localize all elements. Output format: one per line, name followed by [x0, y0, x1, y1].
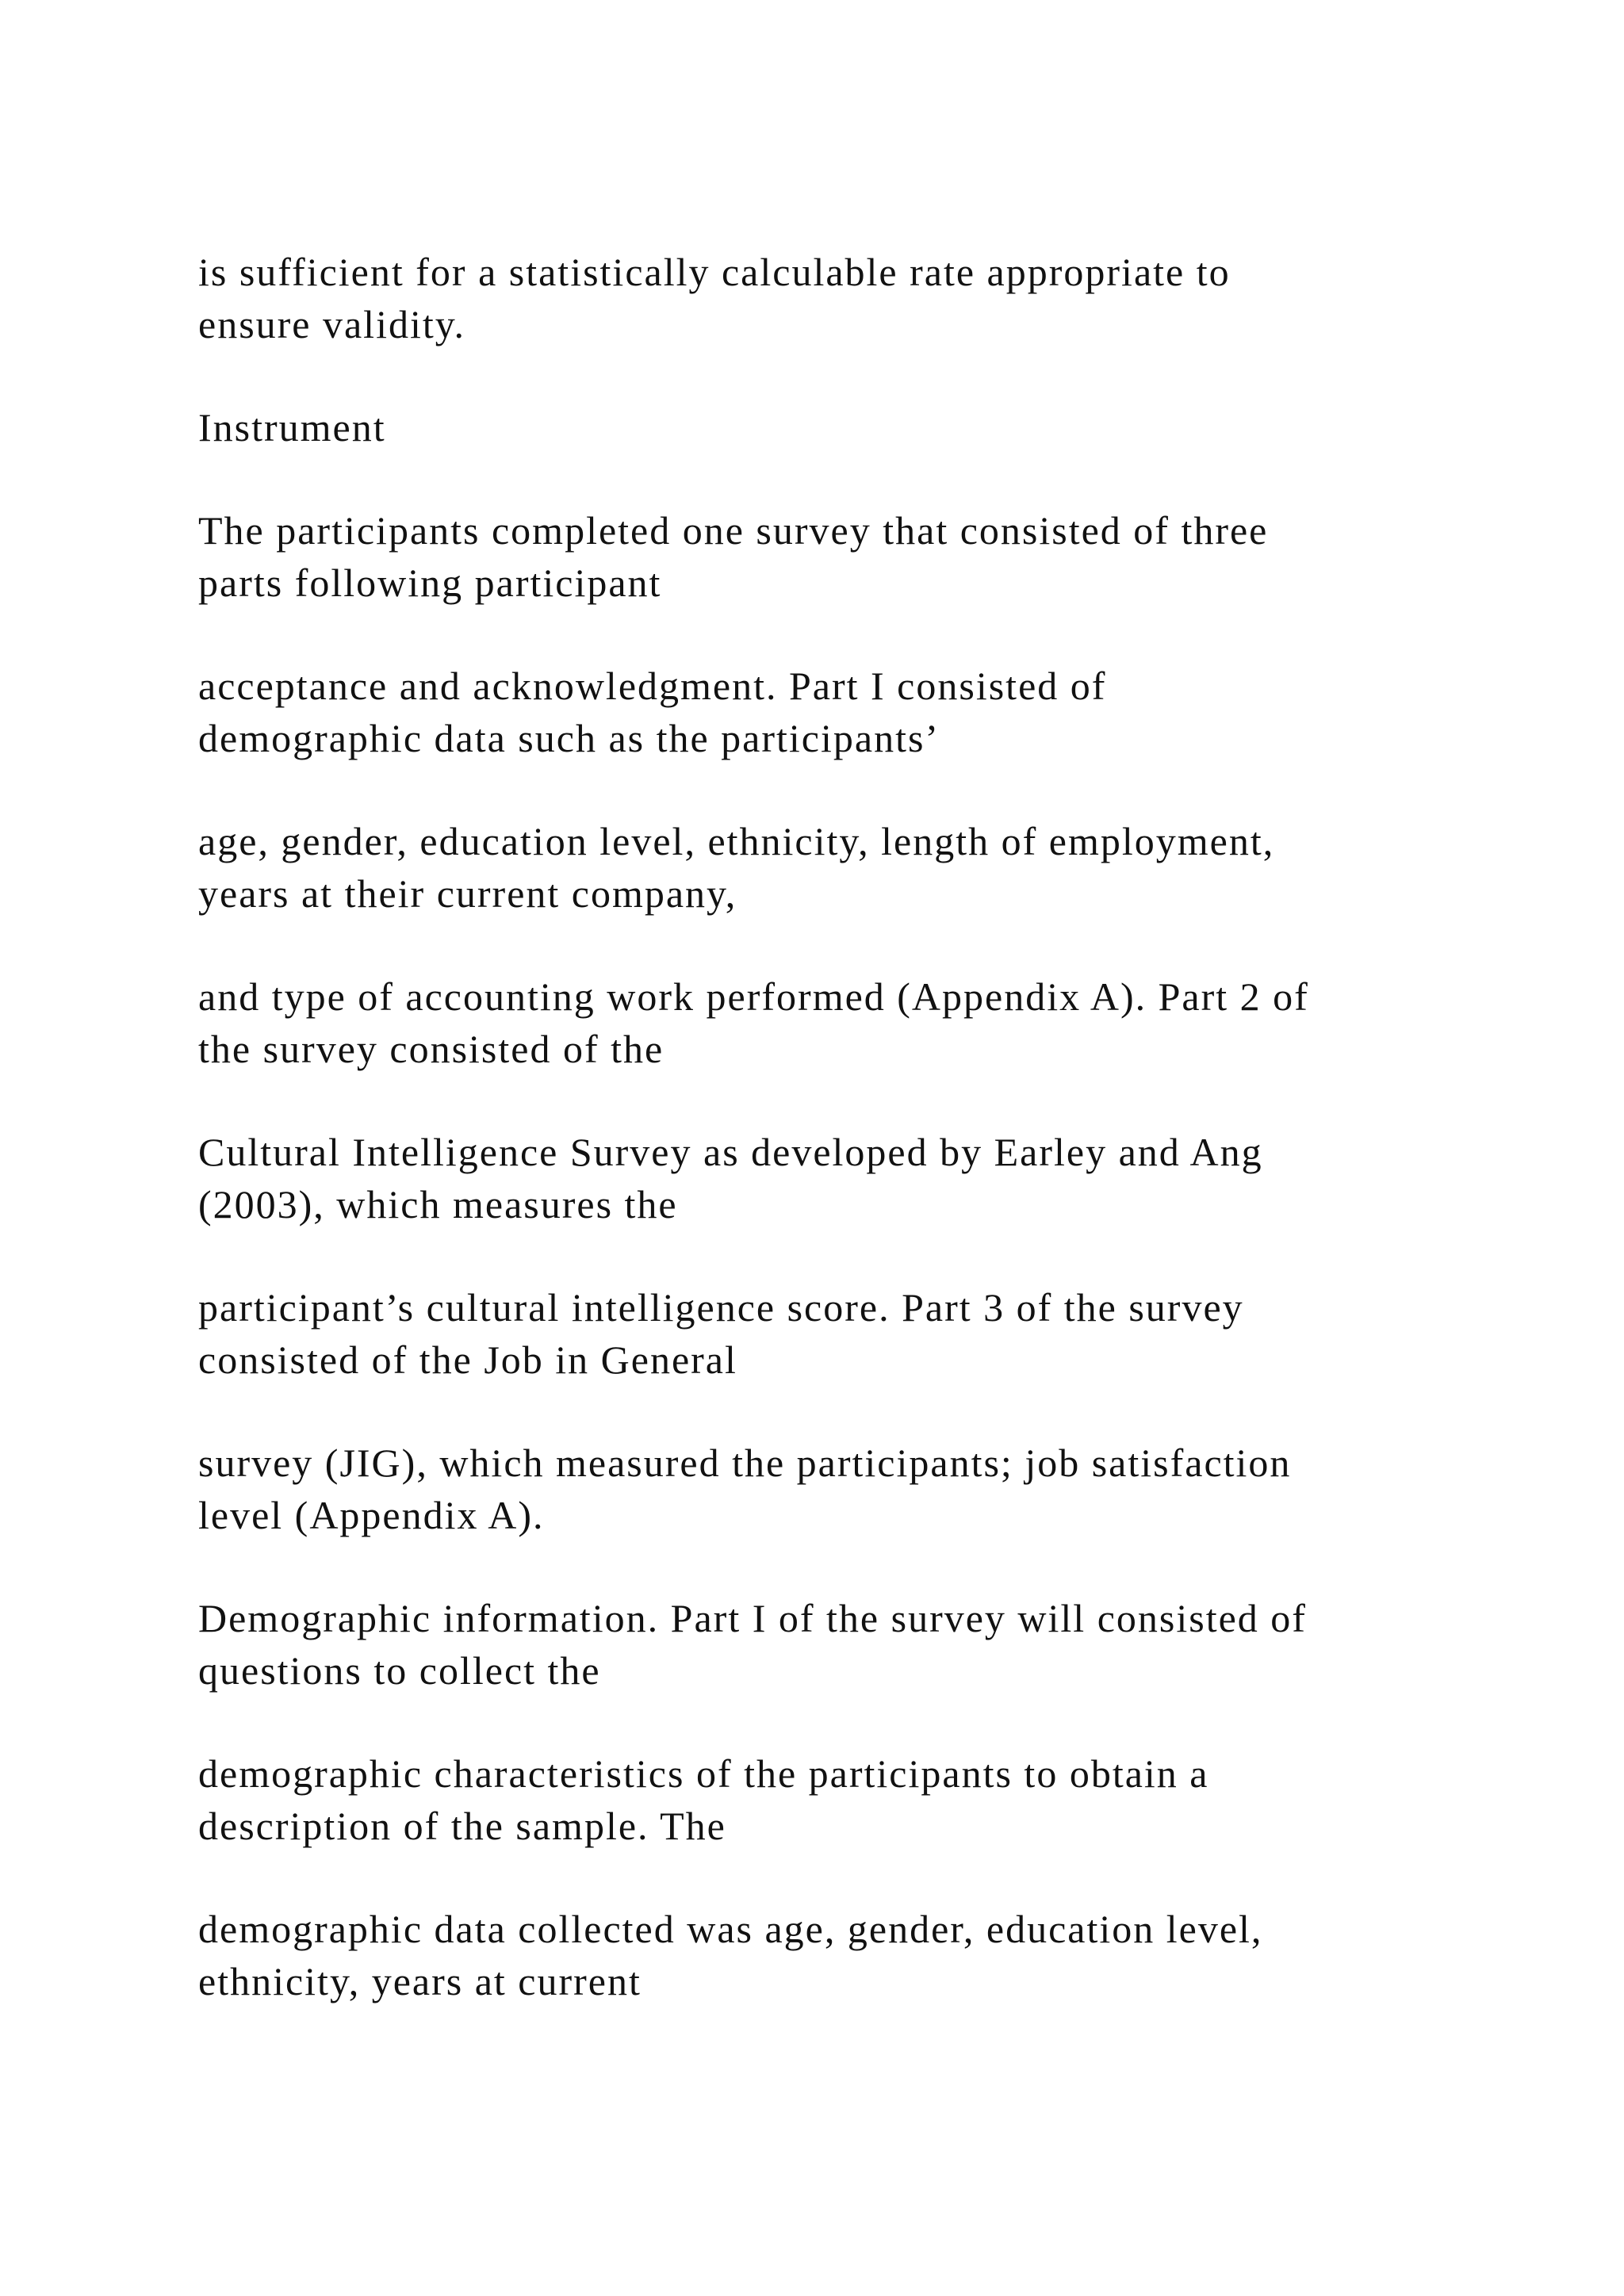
text-line: (2003), which measures the — [198, 1182, 678, 1226]
text-line: Cultural Intelligence Survey as developed by Earley and Ang — [198, 1130, 1263, 1174]
text-line: ensure validity. — [198, 302, 466, 346]
text-line: and type of accounting work performed (Appendix A). Part 2 of — [198, 974, 1309, 1019]
text-line: demographic characteristics of the participants to obtain a — [198, 1751, 1209, 1796]
text-line: is sufficient for a statistically calculable rate appropriate to — [198, 250, 1231, 294]
document-body — [198, 246, 1546, 2058]
text-line: parts following participant — [198, 561, 662, 605]
paragraph — [198, 1747, 1546, 1852]
section-heading — [198, 401, 1546, 453]
paragraph — [198, 1281, 1546, 1386]
text-line: demographic data collected was age, gender, education level, — [198, 1907, 1263, 1951]
text-line: age, gender, education level, ethnicity, length of employment, — [198, 819, 1275, 863]
text-line: ethnicity, years at current — [198, 1959, 642, 2003]
paragraph — [198, 1437, 1546, 1541]
paragraph — [198, 970, 1546, 1075]
text-line: acceptance and acknowledgment. Part I consisted of — [198, 664, 1107, 708]
text-line: the survey consisted of the — [198, 1027, 665, 1071]
paragraph — [198, 1592, 1546, 1697]
paragraph — [198, 660, 1546, 764]
text-line: The participants completed one survey that consisted of three — [198, 508, 1269, 553]
paragraph — [198, 1903, 1546, 2007]
text-line: Demographic information. Part I of the survey will consisted of — [198, 1596, 1307, 1640]
text-line: Instrument — [198, 405, 386, 450]
paragraph — [198, 815, 1546, 920]
text-line: years at their current company, — [198, 871, 737, 916]
text-line: consisted of the Job in General — [198, 1337, 737, 1382]
paragraph — [198, 1126, 1546, 1230]
text-line: demographic data such as the participants’ — [198, 716, 940, 760]
text-line: survey (JIG), which measured the participants; job satisfaction — [198, 1441, 1292, 1485]
paragraph — [198, 504, 1546, 609]
text-line: description of the sample. The — [198, 1804, 726, 1848]
paragraph — [198, 246, 1546, 350]
text-line: questions to collect the — [198, 1648, 601, 1693]
text-line: level (Appendix A). — [198, 1493, 545, 1537]
text-line: participant’s cultural intelligence score. Part 3 of the survey — [198, 1285, 1244, 1330]
